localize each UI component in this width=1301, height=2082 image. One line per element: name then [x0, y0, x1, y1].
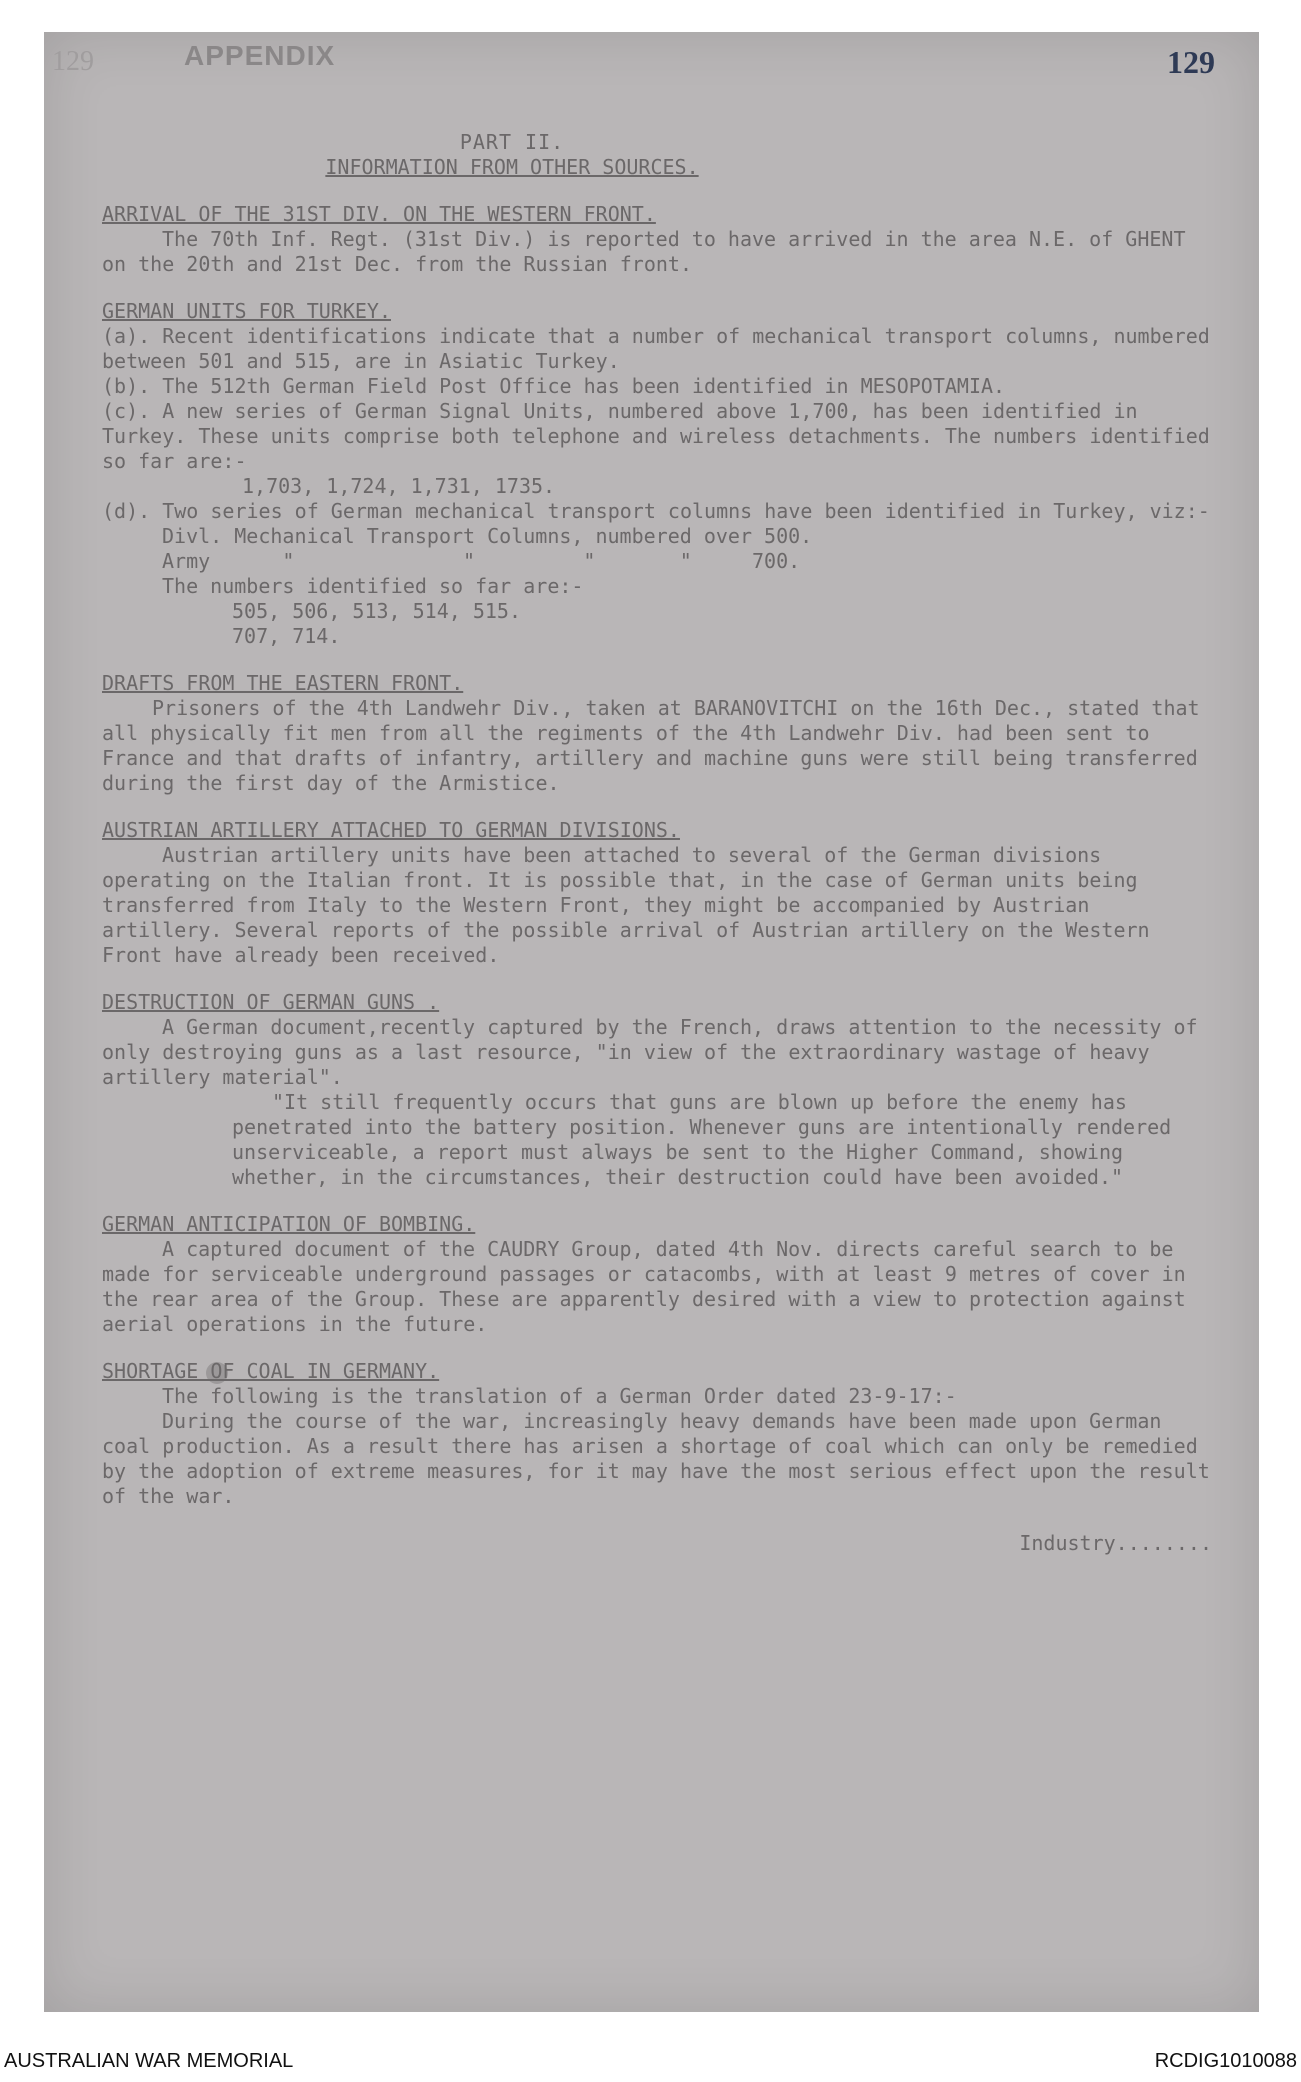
item-d-army: Army " " " " 700.: [162, 549, 801, 573]
section-paragraph: A German document,recently captured by the French, draws attention to the necessity of only destroying guns as a last resource, "in view of the extraordinary wastage of heavy artillery material".: [102, 1015, 1198, 1089]
section-german-anticipation-bombing: [102, 1212, 1212, 1337]
archive-record-id: RCDIG1010088: [1154, 2050, 1297, 2072]
item-a: (a). Recent identifications indicate that a number of mechanical transport columns, numbered between 501 and 515, are in Asiatic Turkey.: [102, 324, 1210, 373]
appendix-stamp: APPENDIX: [184, 40, 336, 71]
section-heading: GERMAN ANTICIPATION OF BOMBING.: [102, 1212, 476, 1236]
section-heading: DRAFTS FROM THE EASTERN FRONT.: [102, 671, 464, 695]
continuation-catchword: Industry........: [1019, 1531, 1212, 1555]
section-arrival-31st-div: [102, 202, 1212, 277]
item-d-divisional: Divl. Mechanical Transport Columns, numbered over 500.: [162, 524, 813, 548]
part-subtitle-text: INFORMATION FROM OTHER SOURCES.: [325, 155, 699, 179]
item-b: (b). The 512th German Field Post Office has been identified in MESOPOTAMIA.: [102, 374, 1006, 398]
section-heading: DESTRUCTION OF GERMAN GUNS .: [102, 990, 440, 1014]
item-d-list-1: 505, 506, 513, 514, 515.: [232, 599, 521, 623]
section-paragraph: The 70th Inf. Regt. (31st Div.) is reported to have arrived in the area N.E. of GHENT on the 20th and 21st Dec. from the Russian front.: [102, 227, 1186, 276]
section-paragraph: During the course of the war, increasingly heavy demands have been made upon German coal production. As a result there has arisen a shortage of coal which can only be remedied by the adoption of extreme measures, for it may have the most serious effect upon the result of the war.: [102, 1409, 1210, 1508]
section-paragraph-intro: The following is the translation of a German Order dated 23-9-17:-: [162, 1384, 957, 1408]
section-paragraph: Austrian artillery units have been attached to several of the German divisions operating on the Italian front. It is possible that, in the case of German units being transferred from Italy to the Western Front, they might be accompanied by Austrian artillery. Several reports of the possible arrival of Austrian artillery on the Western Front have already been received.: [102, 843, 1150, 967]
page-number-stamp-left: 129: [52, 46, 94, 77]
section-drafts-eastern-front: [102, 671, 1212, 796]
section-heading: AUSTRIAN ARTILLERY ATTACHED TO GERMAN DIVISIONS.: [102, 818, 680, 842]
section-heading: SHORTAGE OF COAL IN GERMANY.: [102, 1359, 440, 1383]
section-german-units-turkey: [102, 299, 1212, 649]
section-paragraph: Prisoners of the 4th Landwehr Div., taken at BARANOVITCHI on the 16th Dec., stated that all physically fit men from all the regiments of the 4th Landwehr Div. had been sent to France and that drafts of infantry, artillery and machine guns were still being transferred during the first day of the Armistice.: [102, 696, 1200, 795]
part-title: PART II.: [459, 130, 565, 154]
page-number-stamp-right: 129: [1167, 44, 1215, 80]
quoted-passage: "It still frequently occurs that guns are blown up before the enemy has penetrated into the battery position. Whenever guns are intentionally rendered unserviceable, a report must always be sent to the Higher Command, showing whether, in the circumstances, their destruction could have been avoided.": [232, 1090, 1172, 1189]
section-heading: ARRIVAL OF THE 31ST DIV. ON THE WESTERN FRONT.: [102, 202, 656, 226]
document-body: [102, 130, 1212, 1556]
section-heading: GERMAN UNITS FOR TURKEY.: [102, 299, 391, 323]
item-d-list-2: 707, 714.: [232, 624, 341, 648]
section-paragraph: A captured document of the CAUDRY Group, dated 4th Nov. directs careful search to be made for serviceable underground passages or catacombs, with at least 9 metres of cover in the rear area of the Group. These are apparently desired with a view to protection against aerial operations in the future.: [102, 1237, 1186, 1336]
item-c-numbers: 1,703, 1,724, 1,731, 1735.: [242, 474, 556, 498]
section-destruction-german-guns: [102, 990, 1212, 1190]
item-d: (d). Two series of German mechanical transport columns have been identified in Turkey, viz:-: [102, 499, 1210, 523]
section-austrian-artillery: [102, 818, 1212, 968]
section-shortage-coal: [102, 1359, 1212, 1509]
part-subtitle: [102, 155, 922, 180]
item-d-intro: The numbers identified so far are:-: [162, 574, 584, 598]
item-c: (c). A new series of German Signal Units, numbered above 1,700, has been identified in Turkey. These units comprise both telephone and wireless detachments. The numbers identified so far are:-: [102, 399, 1210, 473]
archive-credit: AUSTRALIAN WAR MEMORIAL: [4, 2050, 294, 2072]
